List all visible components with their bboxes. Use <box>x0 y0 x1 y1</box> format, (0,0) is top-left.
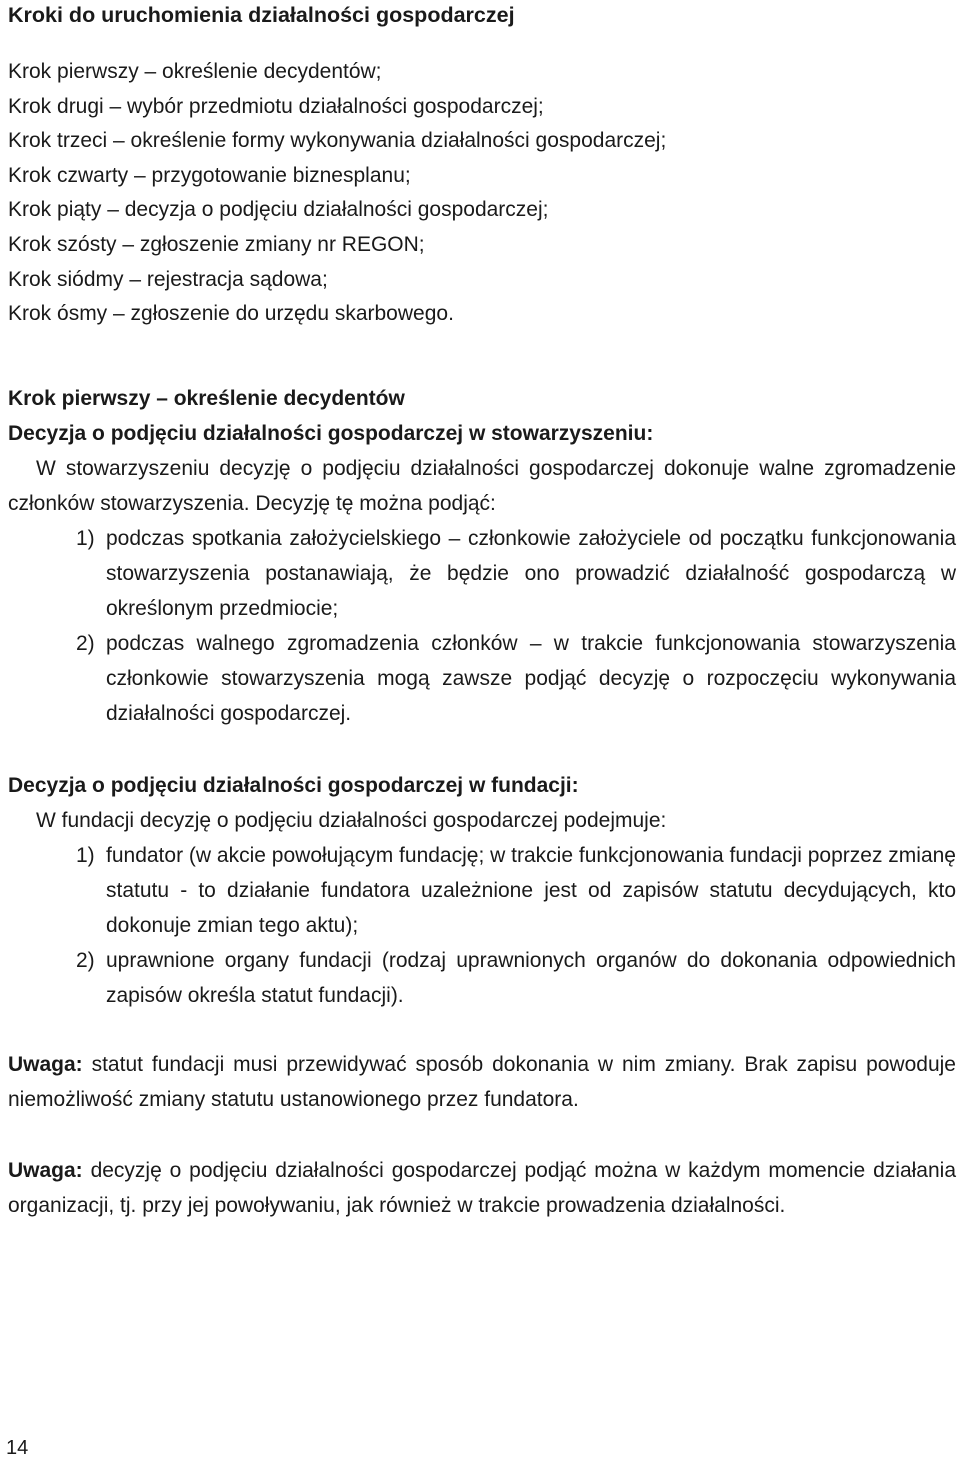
list-text: fundator (w akcie powołującym fundację; w trakcie funkcjonowania fundacji poprzez zmianę statutu - to działanie fundatora uzależnione jest od zapisów statutu decydujących, kto dokonuje zmian tego aktu); <box>106 844 956 937</box>
paragraph: W stowarzyszeniu decyzję o podjęciu działalności gospodarczej dokonuje walne zgromadzenie członków stowarzyszenia. Decyzję tę można podjąć: <box>8 457 956 515</box>
page-number: 14 <box>6 1437 29 1459</box>
step-item: Krok drugi – wybór przedmiotu działalności gospodarczej; <box>8 94 544 118</box>
list-number: 1) <box>76 844 95 867</box>
section-heading: Krok pierwszy – określenie decydentów <box>8 387 405 410</box>
list-text: podczas walnego zgromadzenia członków – w trakcie funkcjonowania stowarzyszenia członkowie stowarzyszenia mogą zawsze podjąć decyzję o rozpoczęciu wykonywania działalności gospodarczej. <box>106 632 956 725</box>
list-number: 1) <box>76 527 95 550</box>
note-text: decyzję o podjęciu działalności gospodarczej podjąć można w każdym momencie działania organizacji, tj. przy jej powoływaniu, jak również w trakcie prowadzenia działalności. <box>8 1159 956 1217</box>
subsection-heading: Decyzja o podjęciu działalności gospodarczej w fundacji: <box>8 774 579 797</box>
step-item: Krok szósty – zgłoszenie zmiany nr REGON; <box>8 232 425 256</box>
list-number: 2) <box>76 632 95 655</box>
note-paragraph <box>8 1153 956 1223</box>
list-text: uprawnione organy fundacji (rodzaj uprawnionych organów do dokonania odpowiednich zapisów określa statut fundacji). <box>106 949 956 1007</box>
list-item <box>8 521 956 626</box>
note-paragraph <box>8 1047 956 1117</box>
step-item: Krok trzeci – określenie formy wykonywania działalności gospodarczej; <box>8 129 667 153</box>
list-number: 2) <box>76 949 95 972</box>
note-label: Uwaga: <box>8 1053 83 1076</box>
list-item <box>8 838 956 943</box>
numbered-list <box>8 838 956 1013</box>
steps-list <box>8 55 666 332</box>
step-item: Krok siódmy – rejestracja sądowa; <box>8 267 328 291</box>
paragraph: W fundacji decyzję o podjęciu działalności gospodarczej podejmuje: <box>36 809 667 832</box>
foundation-section <box>8 768 956 1013</box>
page-title: Kroki do uruchomienia działalności gospodarczej <box>8 3 515 27</box>
step-item: Krok piąty – decyzja o podjęciu działalności gospodarczej; <box>8 198 549 222</box>
list-item <box>8 626 956 731</box>
list-text: podczas spotkania założycielskiego – członkowie założyciele od początku funkcjonowania stowarzyszenia postanawiają, że będzie ono prowadzić działalność gospodarczą w określonym przedmiocie; <box>106 527 956 620</box>
note-text: statut fundacji musi przewidywać sposób dokonania w nim zmiany. Brak zapisu powoduje niemożliwość zmiany statutu ustanowionego przez fundatora. <box>8 1053 956 1111</box>
list-item <box>8 943 956 1013</box>
subsection-heading: Decyzja o podjęciu działalności gospodarczej w stowarzyszeniu: <box>8 422 654 445</box>
association-section <box>8 381 956 731</box>
step-item: Krok ósmy – zgłoszenie do urzędu skarbowego. <box>8 302 454 326</box>
numbered-list <box>8 521 956 731</box>
step-item: Krok pierwszy – określenie decydentów; <box>8 60 382 83</box>
note-label: Uwaga: <box>8 1159 83 1182</box>
step-item: Krok czwarty – przygotowanie biznesplanu; <box>8 163 411 187</box>
